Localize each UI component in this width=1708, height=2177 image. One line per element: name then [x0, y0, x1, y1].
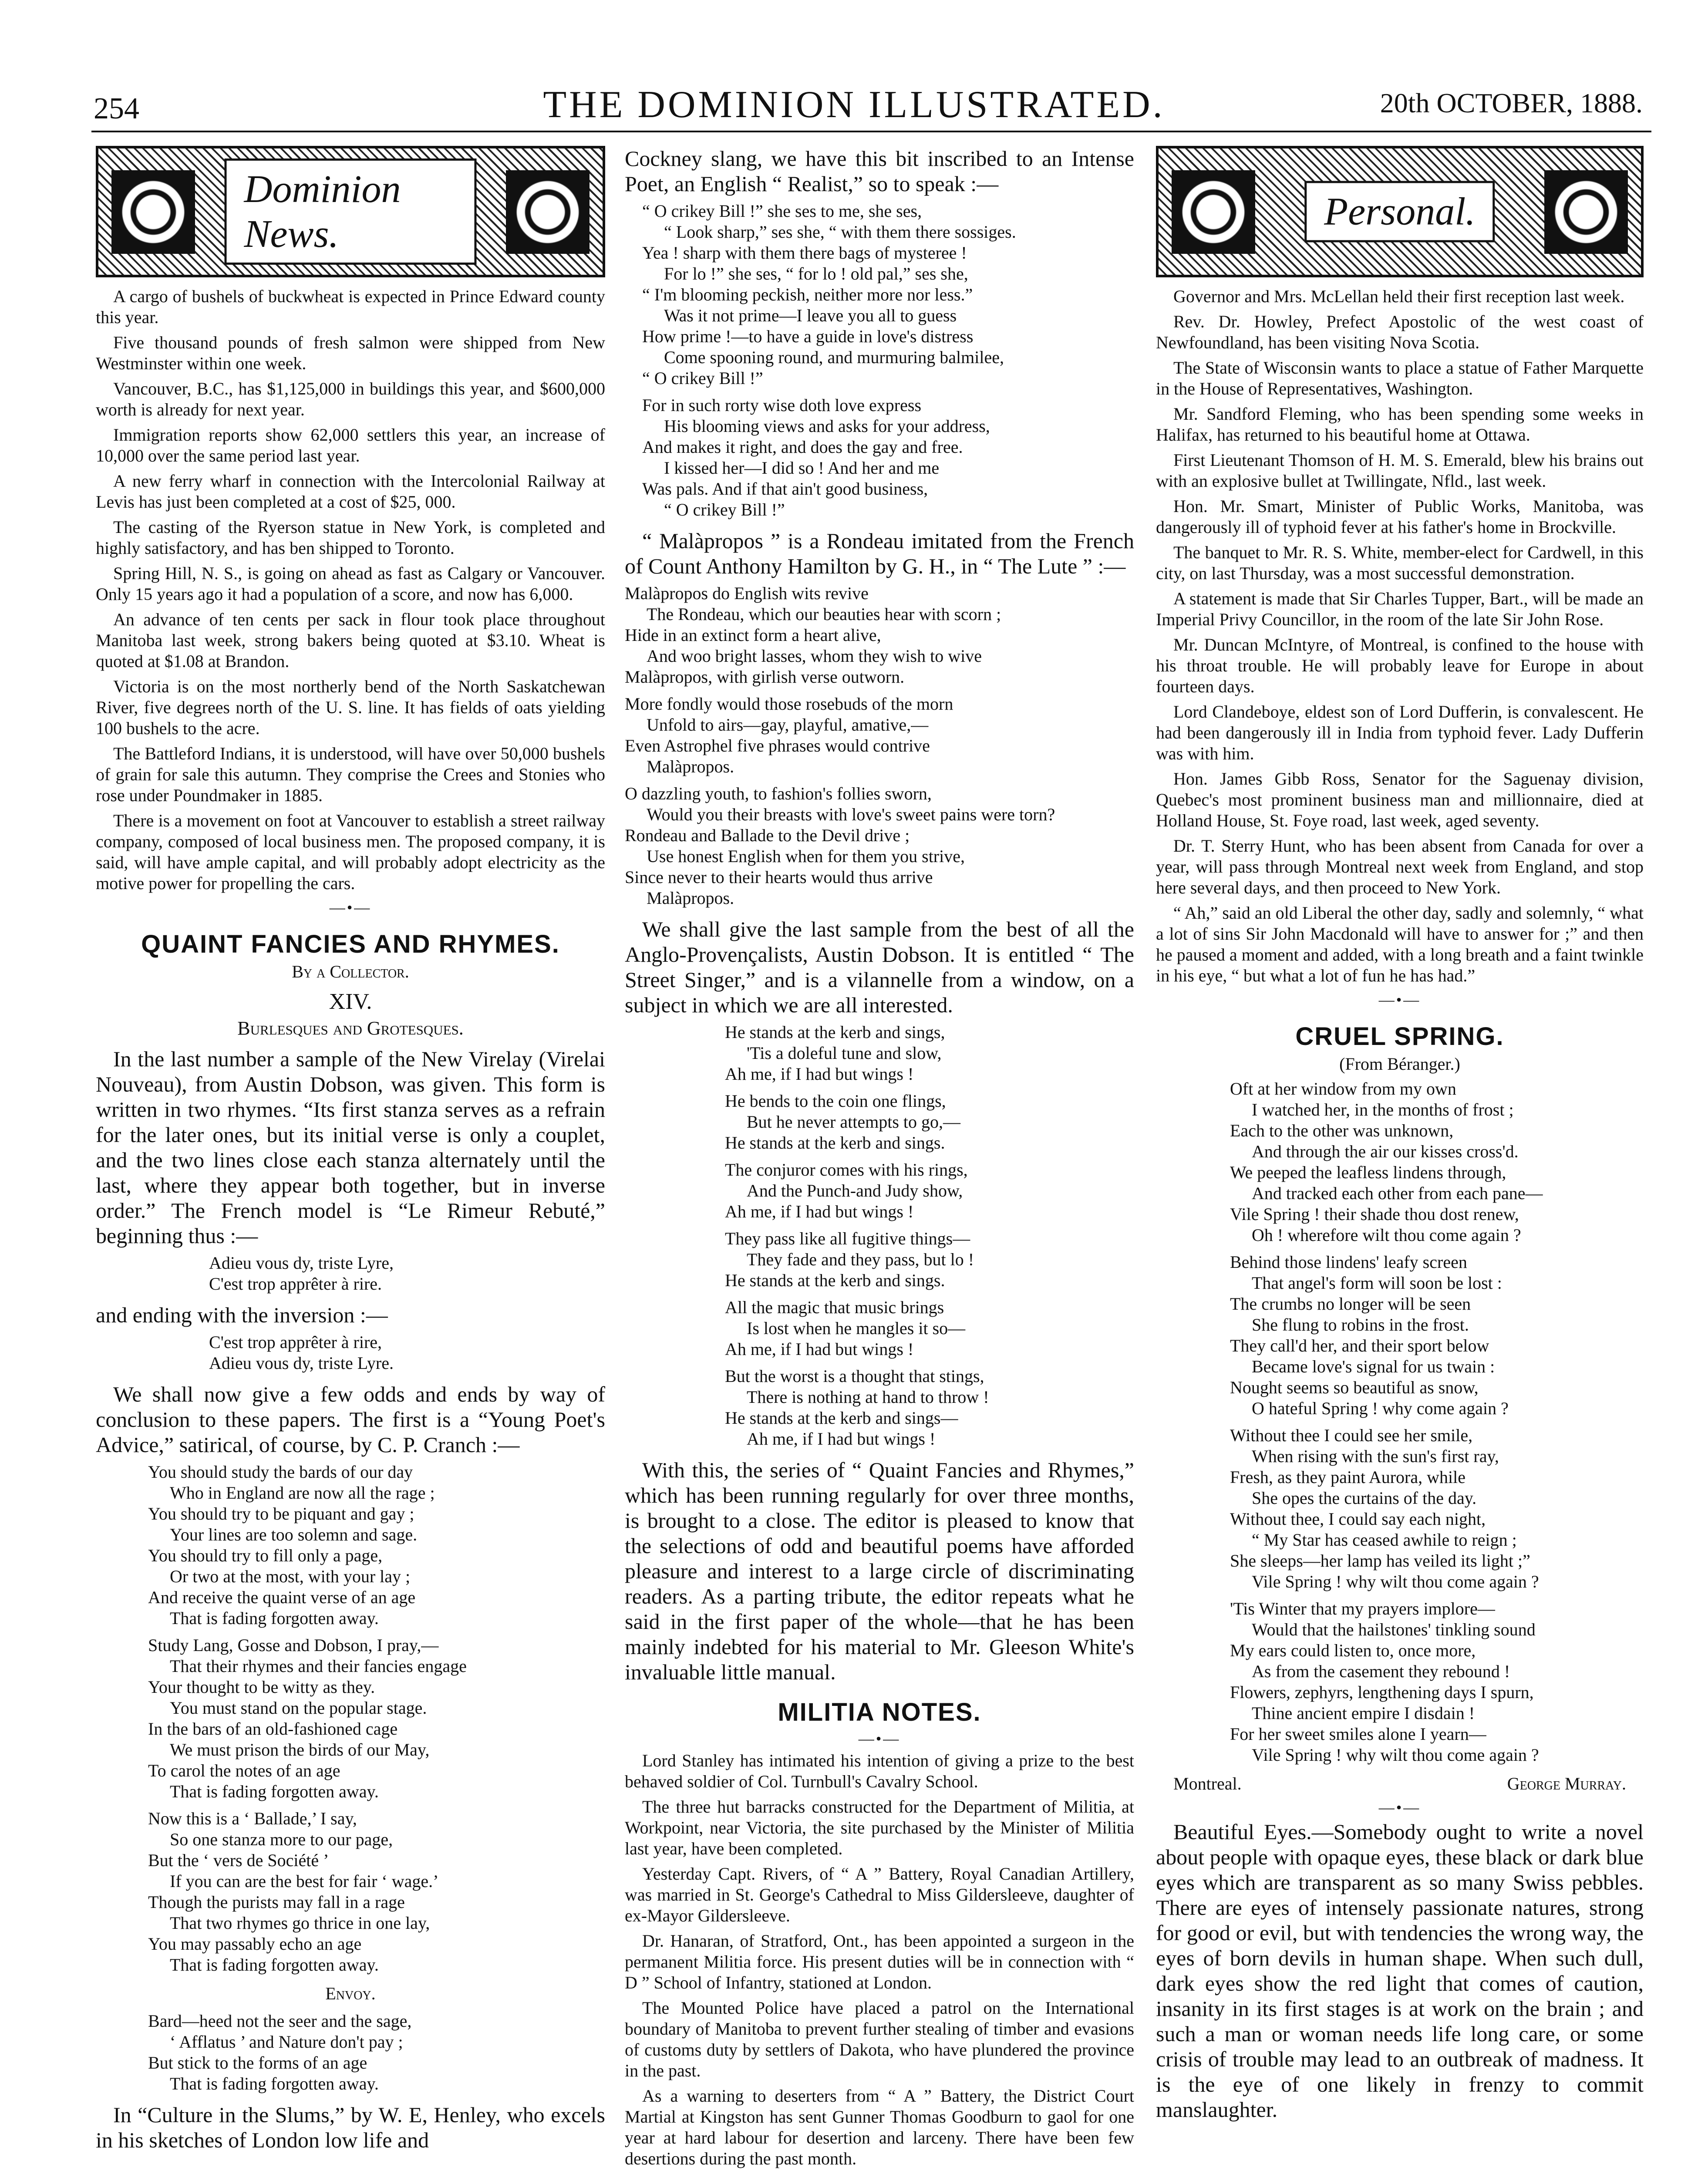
verse-line: Fresh, as they paint Aurora, while: [1230, 1467, 1465, 1487]
paragraph: In “Culture in the Slums,” by W. E, Henley, who excels in his sketches of London low life and: [96, 2103, 605, 2152]
envoy: [148, 2011, 605, 2094]
verse-line: And makes it right, and does the gay and free.: [642, 437, 963, 457]
poem: [725, 1022, 1134, 1449]
verse-line: Vile Spring ! why wilt thou come again ?: [1252, 1745, 1539, 1765]
divider: —•—: [1378, 1799, 1421, 1816]
verse-line: Vile Spring ! their shade thou dost renew,: [1230, 1204, 1519, 1224]
verse-line: He stands at the kerb and sings.: [725, 1270, 945, 1290]
news-item: Lord Clandeboye, eldest son of Lord Dufferin, is convalescent. He had been dangerously ill in India from typhoid fever. Lady Dufferin was with him.: [1156, 702, 1644, 763]
verse-line: The conjuror comes with his rings,: [725, 1160, 968, 1179]
verse-line: Without thee I could see her smile,: [1230, 1425, 1473, 1445]
verse-line: Come spooning round, and murmuring balmilee,: [664, 347, 1004, 367]
verse-line: Ah me, if I had but wings !: [725, 1064, 914, 1084]
verse-line: Yea ! sharp with them there bags of mysteree !: [642, 243, 967, 263]
verse-line: The Rondeau, which our beauties hear with scorn ;: [647, 604, 1001, 624]
verse-line: For her sweet smiles alone I yearn—: [1230, 1724, 1486, 1744]
verse-line: To carol the notes of an age: [148, 1761, 340, 1780]
news-item: An advance of ten cents per sack in flour took place throughout Manitoba last week, strong bakers being quoted at $3.10. Wheat is quoted at $1.08 at Brandon.: [96, 610, 605, 671]
verse-line: “ O crikey Bill !”: [642, 368, 763, 388]
poem: [625, 583, 1134, 909]
news-item: Mr. Sandford Fleming, who has been spending some weeks in Halifax, has returned to his beautiful home at Ottawa.: [1156, 404, 1644, 445]
verse-line: Is lost when he mangles it so—: [747, 1318, 966, 1338]
verse-line: He stands at the kerb and sings,: [725, 1022, 945, 1042]
verse-line: Adieu vous dy, triste Lyre.: [209, 1353, 394, 1373]
paragraph: “ Malàpropos ” is a Rondeau imitated from the French of Count Anthony Hamilton by G. H., in “ The Lute ” :—: [625, 529, 1134, 578]
verse-line: They call'd her, and their sport below: [1230, 1336, 1489, 1355]
verse-line: We must prison the birds of our May,: [170, 1740, 430, 1759]
verse-line: His blooming views and asks for your address,: [664, 416, 990, 436]
stanza: [725, 1366, 1134, 1449]
verse-line: Ah me, if I had but wings !: [725, 1339, 914, 1359]
verse-line: The crumbs no longer will be seen: [1230, 1294, 1471, 1314]
column-3: [1156, 146, 1644, 2126]
stanza: [1230, 1425, 1644, 1592]
verse-line: But he never attempts to go,—: [747, 1112, 961, 1132]
poem: [148, 1462, 605, 1975]
verse-line: You should try to fill only a page,: [148, 1546, 383, 1565]
news-item: The State of Wisconsin wants to place a statue of Father Marquette in the House of Representatives, Washington.: [1156, 358, 1644, 398]
news-item: Rev. Dr. Howley, Prefect Apostolic of the west coast of Newfoundland, has been visiting Nova Scotia.: [1156, 312, 1644, 352]
verse-line: They pass like all fugitive things—: [725, 1229, 970, 1248]
verse-line: Since never to their hearts would thus arrive: [625, 867, 933, 887]
verse-line: Malàpropos.: [647, 757, 734, 776]
verse-line: If you can are the best for fair ‘ wage.’: [170, 1871, 439, 1891]
news-item: The three hut barracks constructed for the Department of Militia, at Workpoint, near Victoria, the site purchased by the Minister of Militia last year, have been completed.: [625, 1797, 1134, 1858]
verse-line: Vile Spring ! why wilt thou come again ?: [1252, 1572, 1539, 1591]
verse-line: Malàpropos do English wits revive: [625, 583, 869, 603]
verse-line: “ My Star has ceased awhile to reign ;: [1252, 1530, 1517, 1550]
verse-line: How prime !—to have a guide in love's distress: [642, 327, 974, 346]
verse-line: C'est trop apprêter à rire.: [209, 1274, 382, 1294]
verse-line: All the magic that music brings: [725, 1297, 944, 1317]
news-item: Lord Stanley has intimated his intention of giving a prize to the best behaved soldier of Col. Turnbull's Cavalry School.: [625, 1751, 1134, 1791]
news-item: Hon. James Gibb Ross, Senator for the Saguenay division, Quebec's most prominent business man and millionnaire, died at Holland House, St. Foye road, last week, aged seventy.: [1156, 769, 1644, 830]
verse-line: 'Tis a doleful tune and slow,: [747, 1043, 942, 1063]
verse-line: That is fading forgotten away.: [170, 1782, 379, 1801]
verse-line: She opes the curtains of the day.: [1252, 1488, 1477, 1508]
news-item: A statement is made that Sir Charles Tupper, Bart., will be made an Imperial Privy Councillor, in the room of the late Sir John Rose.: [1156, 589, 1644, 629]
paragraph: We shall give the last sample from the best of all the Anglo-Provençalists, Austin Dobson. It is entitled “ The Street Singer,” and is a vilannelle from a window, on a subject in which we are all interested.: [625, 917, 1134, 1017]
ornament-icon: [506, 170, 590, 254]
verse-line: I watched her, in the months of frost ;: [1252, 1100, 1514, 1119]
verse-line: Would that the hailstones' tinkling sound: [1252, 1620, 1536, 1639]
verse-line: Unfold to airs—gay, playful, amative,—: [647, 715, 929, 735]
header-rule: [91, 131, 1651, 132]
subheading: (From Béranger.): [1339, 1054, 1460, 1074]
page-header: [0, 83, 1708, 135]
news-item: Mr. Duncan McIntyre, of Montreal, is confined to the house with his throat trouble. He will probably leave for Europe in about fourteen days.: [1156, 635, 1644, 696]
column-1: [96, 146, 605, 2157]
verse-line: O hateful Spring ! why come again ?: [1252, 1399, 1509, 1418]
verse-line: Nought seems so beautiful as snow,: [1230, 1378, 1479, 1397]
stanza: [725, 1091, 1134, 1153]
news-item: There is a movement on foot at Vancouver to establish a street railway company, composed of local business men. The proposed company, it is said, will have ample capital, and will probably adopt electricity as the motive power for propelling the cars.: [96, 811, 605, 893]
verse-line: That is fading forgotten away.: [170, 2074, 379, 2093]
verse-line: He stands at the kerb and sings.: [725, 1133, 945, 1153]
verse-line: ‘ Afflatus ’ and Nature don't pay ;: [170, 2032, 403, 2052]
verse-line: She sleeps—her lamp has veiled its light ;”: [1230, 1551, 1530, 1570]
dominion-news-list: [96, 286, 605, 894]
verse-line: And tracked each other from each pane—: [1252, 1183, 1543, 1203]
signature: [1173, 1773, 1626, 1794]
news-item: Dr. Hanaran, of Stratford, Ont., has been appointed a surgeon in the permanent Militia force. His present duties will be in connection with “ D ” School of Infantry, stationed at London.: [625, 1931, 1134, 1992]
verse-line: Oh ! wherefore wilt thou come again ?: [1252, 1225, 1521, 1245]
portrait-icon: [1172, 170, 1255, 254]
paragraph: Beautiful Eyes.—Somebody ought to write a novel about people with opaque eyes, these black or dark blue eyes which are transparent as so many Swiss pebbles. There are eyes of intensely passionate natures, strong for good or evil, but with tendencies the wrong way, the eyes of born devils in human shape. When such dull, dark eyes show the red light that comes of caution, insanity in its first stages is at work on the brain ; and such a man or woman needs life long care, or some crisis of trouble may lead to an outbreak of madness. It is the eye of one likely in frenzy to commit manslaughter.: [1156, 1820, 1644, 2122]
verse-line: That two rhymes go thrice in one lay,: [170, 1913, 430, 1933]
verse-line: And woo bright lasses, whom they wish to wive: [647, 646, 982, 666]
news-item: First Lieutenant Thomson of H. M. S. Emerald, blew his brains out with an explosive bullet at Twillingate, Nfld., last week.: [1156, 450, 1644, 491]
verse-line: Use honest English when for them you strive,: [647, 846, 965, 866]
verse-line: I kissed her—I did so ! And her and me: [664, 458, 940, 478]
verse-line: He stands at the kerb and sings—: [725, 1408, 958, 1428]
news-item: Dr. T. Sterry Hunt, who has been absent from Canada for over a year, will pass through Montreal next week from England, and stop here several days, and then proceed to New York.: [1156, 836, 1644, 897]
personal-banner: [1156, 146, 1644, 277]
verse-line: And through the air our kisses cross'd.: [1252, 1142, 1519, 1161]
verse-line: Who in England are now all the rage ;: [170, 1483, 435, 1503]
news-item: As a warning to deserters from “ A ” Battery, the District Court Martial at Kingston has sent Gunner Thomas Goodburn to gaol for one year at hard labour for desertion and larceny. There have been few desertions during the past month.: [625, 2086, 1134, 2168]
poem: [642, 201, 1134, 520]
section-title: CRUEL SPRING.: [1295, 1022, 1504, 1051]
verse-line: Bard—heed not the seer and the sage,: [148, 2011, 412, 2031]
stanza: [625, 583, 1134, 687]
verse-line: Would you their breasts with love's sweet pains were torn?: [647, 805, 1055, 824]
verse-line: And the Punch-and Judy show,: [747, 1181, 963, 1200]
verse-line: Hide in an extinct form a heart alive,: [625, 625, 881, 645]
militia-list: [625, 1750, 1134, 2169]
verse-line: Malàpropos.: [647, 888, 734, 908]
verse-line: Was pals. And if that ain't good business,: [642, 479, 928, 499]
verse-line: Ah me, if I had but wings !: [725, 1202, 914, 1221]
verse-line: My ears could listen to, once more,: [1230, 1641, 1476, 1660]
verse-line: But stick to the forms of an age: [148, 2053, 367, 2073]
stanza: [148, 1808, 605, 1975]
verse-line: He bends to the coin one flings,: [725, 1091, 946, 1111]
envoy-heading: Envoy.: [325, 1984, 376, 2003]
dominion-news-heading: Dominion News.: [225, 158, 477, 265]
paragraph: In the last number a sample of the New Virelay (Virelai Nouveau), from Austin Dobson, was given. This form is written in two rhymes. “Its first stanza serves as a refrain for the later ones, but its initial verse is only a couplet, and the two lines close each stanza alternately until the last, where they appear both together, but in inverse order.” The French model is “Le Rimeur Rebuté,” beginning thus :—: [96, 1047, 605, 1248]
news-item: The Battleford Indians, it is understood, will have over 50,000 bushels of grain for sale this autumn. They comprise the Crees and Stonies who rose under Poundmaker in 1885.: [96, 744, 605, 805]
news-item: Governor and Mrs. McLellan held their first reception last week.: [1173, 286, 1625, 306]
verse-line: Your thought to be witty as they.: [148, 1677, 375, 1697]
verse-line: She flung to robins in the frost.: [1252, 1315, 1469, 1335]
verse-line: Ah me, if I had but wings !: [747, 1429, 936, 1449]
verse-line: Adieu vous dy, triste Lyre,: [209, 1253, 394, 1273]
verse-line: “ Look sharp,” ses she, “ with them there sossiges.: [664, 222, 1016, 242]
verse-line: Oft at her window from my own: [1230, 1079, 1456, 1099]
news-item: Five thousand pounds of fresh salmon were shipped from New Westminster within one week.: [96, 333, 605, 373]
verse-line: “ O crikey Bill !” she ses to me, she ses,: [642, 201, 922, 221]
stanza: [1230, 1598, 1644, 1766]
portrait-icon: [1544, 170, 1628, 254]
verse-line: For lo !” she ses, “ for lo ! old pal,” ses she,: [664, 264, 968, 283]
verse-line: And receive the quaint verse of an age: [148, 1587, 416, 1607]
verse-line: “ O crikey Bill !”: [664, 500, 785, 519]
signature-name: George Murray.: [1507, 1774, 1626, 1793]
news-item: “ Ah,” said an old Liberal the other day, sadly and solemnly, “ what a lot of sins Sir John Macdonald will have to answer for ;” and then he paused a moment and added, with a long breath and a faint twinkle in his eye, “ but what a lot of fun he has had.”: [1156, 903, 1644, 985]
stanza: [642, 201, 1134, 389]
verse-line: For in such rorty wise doth love express: [642, 395, 922, 415]
column-2: [625, 146, 1134, 2174]
paragraph: Cockney slang, we have this bit inscribed to an Intense Poet, an English “ Realist,” so to speak :—: [625, 146, 1134, 196]
paragraph: With this, the series of “ Quaint Fancies and Rhymes,” which has been running regularly for over three months, is brought to a close. The editor is pleased to know that the selections of odd and beautiful poems have afforded pleasure and interest to a large circle of discriminating readers. As a parting tribute, the editor repeats what he said in the first paper of the whole—that he has been mainly indebted for his material to Mr. Gleeson White's invaluable little manual.: [625, 1458, 1134, 1684]
verse-line: More fondly would those rosebuds of the morn: [625, 694, 953, 714]
news-item: The casting of the Ryerson statue in New York, is completed and highly satisfactory, and has ben shipped to Toronto.: [96, 517, 605, 558]
news-item: Vancouver, B.C., has $1,125,000 in buildings this year, and $600,000 worth is already for next year.: [96, 379, 605, 419]
verse-line: Your lines are too solemn and sage.: [170, 1525, 418, 1544]
verse-line: Even Astrophel five phrases would contrive: [625, 736, 930, 755]
verse-line: As from the casement they rebound !: [1252, 1661, 1510, 1681]
verse-line: That angel's form will soon be lost :: [1252, 1273, 1502, 1293]
divider: —•—: [1378, 991, 1421, 1008]
personal-heading: Personal.: [1304, 181, 1495, 243]
verse-line: Or two at the most, with your lay ;: [170, 1567, 411, 1586]
part-number: XIV.: [329, 989, 372, 1014]
verse-line: Thine ancient empire I disdain !: [1252, 1703, 1475, 1723]
paragraph: We shall now give a few odds and ends by way of conclusion to these papers. The first is a “Young Poet's Advice,” satirical, of course, by C. P. Cranch :—: [96, 1382, 605, 1457]
stanza: [1230, 1078, 1644, 1246]
verse-line: You should try to be piquant and gay ;: [148, 1504, 414, 1523]
stanza: [725, 1022, 1134, 1085]
stanza: [642, 395, 1134, 520]
verse-line: In the bars of an old-fashioned cage: [148, 1719, 398, 1739]
verse-line: When rising with the sun's first ray,: [1252, 1446, 1499, 1466]
verse-line: Behind those lindens' leafy screen: [1230, 1252, 1467, 1272]
verse-line: But the ‘ vers de Société ’: [148, 1850, 329, 1870]
stanza: [725, 1297, 1134, 1360]
verse-line: Flowers, zephyrs, lengthening days I spurn,: [1230, 1682, 1534, 1702]
verse-line: You may passably echo an age: [148, 1934, 362, 1954]
verse-line: Malàpropos, with girlish verse outworn.: [625, 667, 905, 687]
news-item: Immigration reports show 62,000 settlers this year, an increase of 10,000 over the same period last year.: [96, 425, 605, 465]
signature-place: Montreal.: [1173, 1774, 1242, 1793]
verse-line: That is fading forgotten away.: [170, 1608, 379, 1628]
verse-line: 'Tis Winter that my prayers implore—: [1230, 1599, 1495, 1618]
verse-line: Now this is a ‘ Ballade,’ I say,: [148, 1809, 357, 1828]
issue-date: 20th OCTOBER, 1888.: [1380, 88, 1643, 118]
news-item: The Mounted Police have placed a patrol on the International boundary of Manitoba to prevent further stealing of timber and evasions of customs duty by settlers of Dakota, who have plundered the province in the past.: [625, 1998, 1134, 2080]
verse-line: Each to the other was unknown,: [1230, 1121, 1454, 1140]
section-title: MILITIA NOTES.: [778, 1698, 981, 1726]
stanza: [148, 1635, 605, 1802]
stanza: [625, 783, 1134, 909]
divider: —•—: [329, 899, 372, 916]
stanza: [725, 1159, 1134, 1222]
verse-line: Without thee, I could say each night,: [1230, 1509, 1486, 1529]
stanza: [1230, 1252, 1644, 1419]
subheading: Burlesques and Grotesques.: [237, 1018, 464, 1039]
verse-line: O dazzling youth, to fashion's follies sworn,: [625, 784, 932, 803]
ornament-icon: [111, 170, 195, 254]
personal-list: [1156, 286, 1644, 986]
verse-line: Rondeau and Ballade to the Devil drive ;: [625, 826, 910, 845]
stanza: [148, 1462, 605, 1629]
divider: —•—: [858, 1730, 901, 1747]
verse: [209, 1253, 605, 1294]
dominion-news-banner: [96, 146, 605, 277]
verse-line: That is fading forgotten away.: [170, 1955, 379, 1975]
verse-line: You must stand on the popular stage.: [170, 1698, 427, 1718]
news-item: The banquet to Mr. R. S. White, member-elect for Cardwell, in this city, on last Thursday, was a most successful demonstration.: [1156, 543, 1644, 583]
verse-line: Study Lang, Gosse and Dobson, I pray,—: [148, 1635, 439, 1655]
news-item: Spring Hill, N. S., is going on ahead as fast as Calgary or Vancouver. Only 15 years ago it had a population of a score, and now has 6,000.: [96, 563, 605, 604]
section-title: QUAINT FANCIES AND RHYMES.: [141, 930, 560, 958]
poem: [1230, 1078, 1644, 1766]
verse-line: Though the purists may fall in a rage: [148, 1892, 405, 1912]
verse-line: Became love's signal for us twain :: [1252, 1357, 1495, 1376]
verse-line: But the worst is a thought that stings,: [725, 1366, 984, 1386]
verse-line: We peeped the leafless lindens through,: [1230, 1163, 1506, 1182]
news-item: Victoria is on the most northerly bend of the North Saskatchewan River, five degrees north of the U. S. line. It has fields of oats yielding 100 bushels to the acre.: [96, 677, 605, 738]
verse-line: You should study the bards of our day: [148, 1462, 413, 1482]
verse-line: That their rhymes and their fancies engage: [170, 1656, 467, 1676]
news-item: Hon. Mr. Smart, Minister of Public Works, Manitoba, was dangerously ill of typhoid fever at his father's home in Brockville.: [1156, 496, 1644, 537]
masthead-title: THE DOMINION ILLUSTRATED.: [543, 84, 1165, 126]
page-number: 254: [94, 92, 139, 125]
verse-line: Was it not prime—I leave you all to guess: [664, 306, 957, 325]
verse-line: “ I'm blooming peckish, neither more nor less.”: [642, 285, 973, 304]
stanza: [625, 694, 1134, 777]
stanza: [725, 1228, 1134, 1291]
verse-line: They fade and they pass, but lo !: [747, 1250, 974, 1269]
verse-line: C'est trop apprêter à rire,: [209, 1332, 382, 1352]
verse: [209, 1332, 605, 1374]
verse-line: So one stanza more to our page,: [170, 1830, 393, 1849]
news-item: Yesterday Capt. Rivers, of “ A ” Battery, Royal Canadian Artillery, was married in St. George's Cathedral to Miss Gildersleeve, daughter of ex-Mayor Gildersleeve.: [625, 1864, 1134, 1925]
news-item: A new ferry wharf in connection with the Intercolonial Railway at Levis has just been completed at a cost of $25, 000.: [96, 471, 605, 512]
news-item: A cargo of bushels of buckwheat is expected in Prince Edward county this year.: [96, 286, 605, 327]
paragraph: and ending with the inversion :—: [96, 1303, 388, 1327]
byline: By a Collector.: [292, 962, 409, 981]
verse-line: There is nothing at hand to throw !: [747, 1387, 989, 1407]
